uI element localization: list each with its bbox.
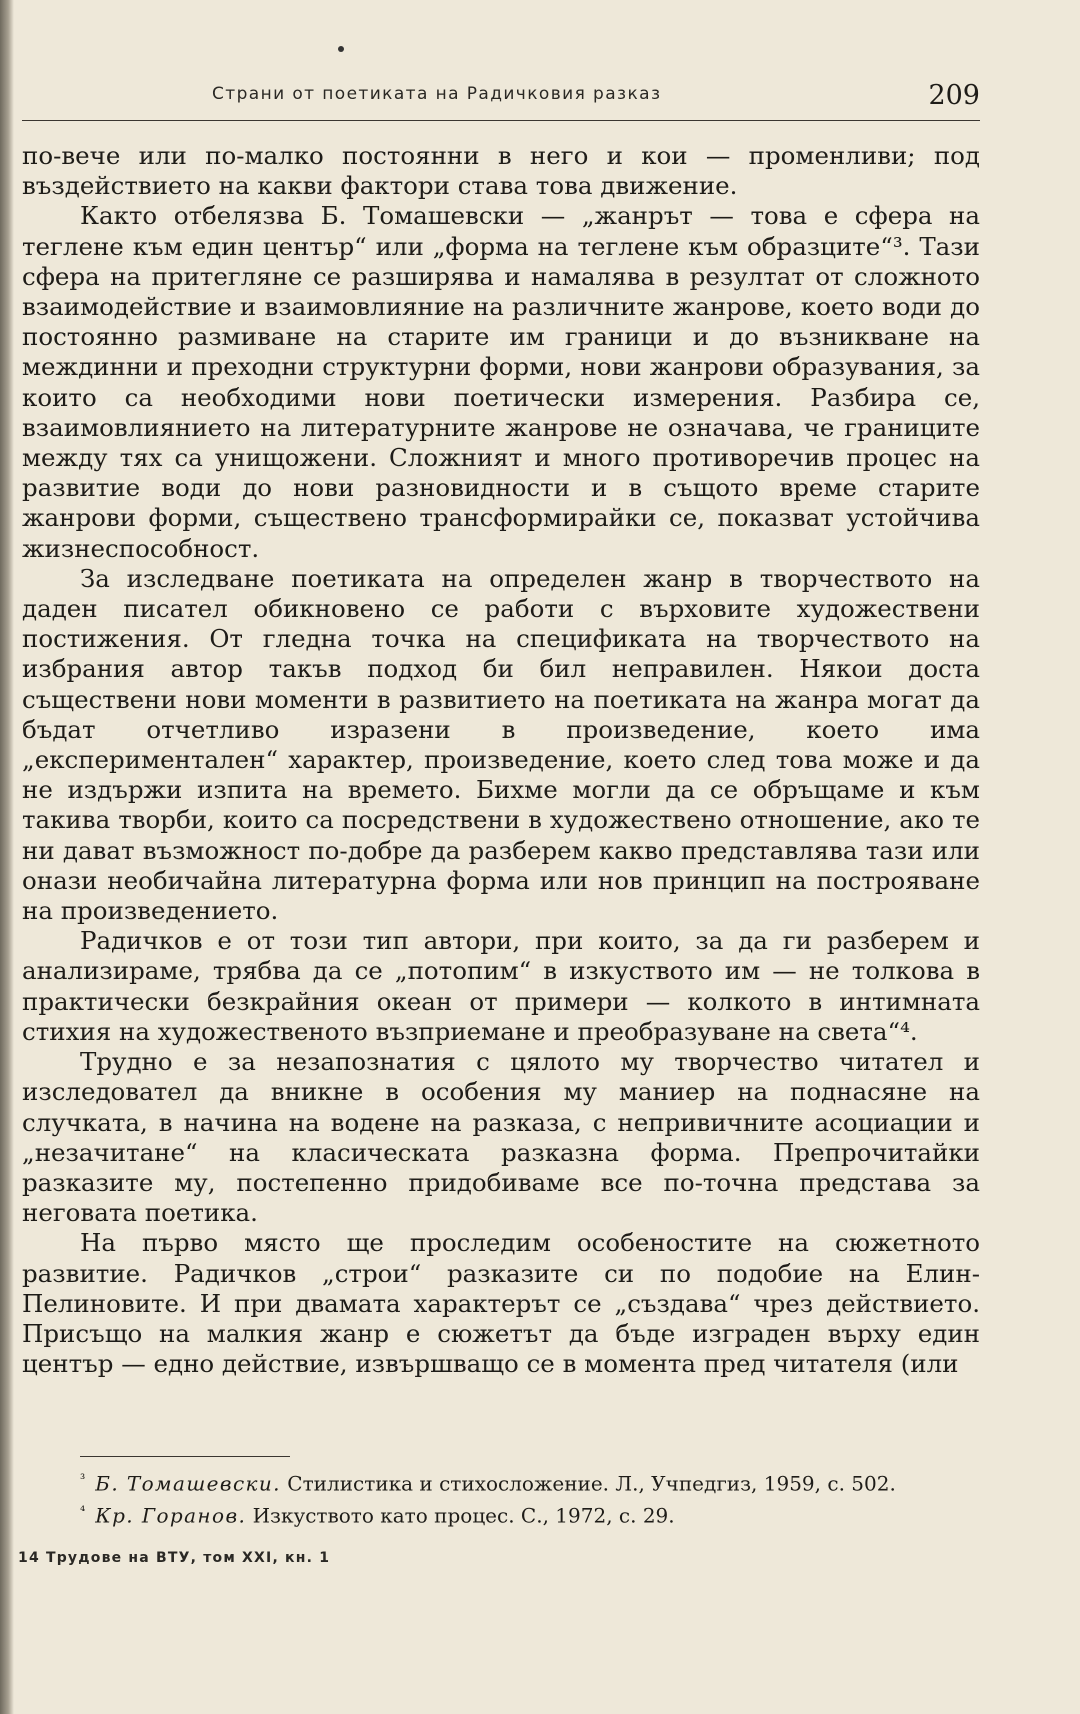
paragraph-6: На първо място ще проследим особеностите на сюжетното развитие. Радичков „строи“ разказите си по подобие на Елин-Пелиновите. И при двамата характерът се „създава“ чрез действието. Присъщо на малкия жанр е сюжетът да бъде изграден върху един център — едно действие, извършващо се в момента пред читателя (или [22, 1228, 980, 1379]
body-text [22, 141, 980, 1379]
paragraph-2: Както отбелязва Б. Томашевски — „жанрът — това е сфера на теглене към един център“ или „форма на теглене към образците“³. Тази сфера на притегляне се разширява и намалява в резултат от сложното взаимодействие и взаимовлияние на различните жанрове, което води до постоянно размиване на старите им граници и до възникване на междинни и преходни структурни форми, нови жанрови образувания, за които са необходими нови поетически измерения. Разбира се, взаимовлиянието на литературните жанрове не означава, че границите между тях са унищожени. Сложният и много противоречив процес на развитие води до нови разновидности и в същото време старите жанрови форми, съществено трансформирайки се, показват устойчива жизнеспособност. [22, 201, 980, 563]
footnote-author: Кр. Горанов. [95, 1503, 247, 1528]
footnote-author: Б. Томашевски. [95, 1471, 281, 1496]
footnote-rule [80, 1456, 290, 1457]
footnote-3 [80, 1466, 960, 1498]
running-title: Страни от поетиката на Радичковия разказ [212, 84, 662, 104]
footnote-mark: ³ [80, 1472, 86, 1487]
book-spine-shadow [0, 0, 14, 1714]
paragraph-5: Трудно е за незапознатия с цялото му творчество читател и изследовател да вникне в особения му маниер на поднасяне на случката, в начина на водене на разказа, с непривичните асоциации и „незачитане“ на класическата разказна форма. Препрочитайки разказите му, постепенно придобиваме все по-точна представа за неговата поетика. [22, 1047, 980, 1228]
header-rule [22, 120, 980, 121]
footnote-4 [80, 1498, 960, 1530]
footnote-mark: ⁴ [80, 1503, 86, 1519]
page-number: 209 [928, 80, 980, 111]
footnote-text: Стилистика и стихосложение. Л., Учпедгиз, 1959, с. 502. [280, 1471, 896, 1496]
paragraph-1: по-вече или по-малко постоянни в него и кои — променливи; под въздействието на какви фактори става това движение. [22, 141, 980, 201]
paragraph-3: За изследване поетиката на определен жанр в творчеството на даден писател обикновено се работи с върховите художествени постижения. От гледна точка на спецификата на творчеството на избрания автор такъв подход би бил неправилен. Някои доста съществени нови моменти в развитието на поетиката на жанра могат да бъдат отчетливо изразени в произведение, което има „експериментален“ характер, произведение, което след това може и да не издържи изпита на времето. Бихме могли да се обръщаме и към такива творби, които са посредствени в художествено отношение, ако те ни дават възможност по-добре да разберем какво представлява тази или онази необичайна литературна форма или нов принцип на построяване на произведението. [22, 563, 980, 926]
footnotes [80, 1466, 960, 1529]
footnote-text: Изкуството като процес. С., 1972, с. 29. [246, 1503, 675, 1528]
printer-signature: 14 Трудове на ВТУ, том XXI, кн. 1 [18, 1550, 331, 1566]
print-speck [338, 46, 344, 52]
running-header [22, 80, 980, 114]
paragraph-4: Радичков е от този тип автори, при които, за да ги разберем и анализираме, трябва да се „потопим“ в изкуството им — не толкова в практически безкрайния океан от примери — колкото в интимната стихия на художественото възприемане и преобразуване на света“⁴. [22, 926, 980, 1046]
